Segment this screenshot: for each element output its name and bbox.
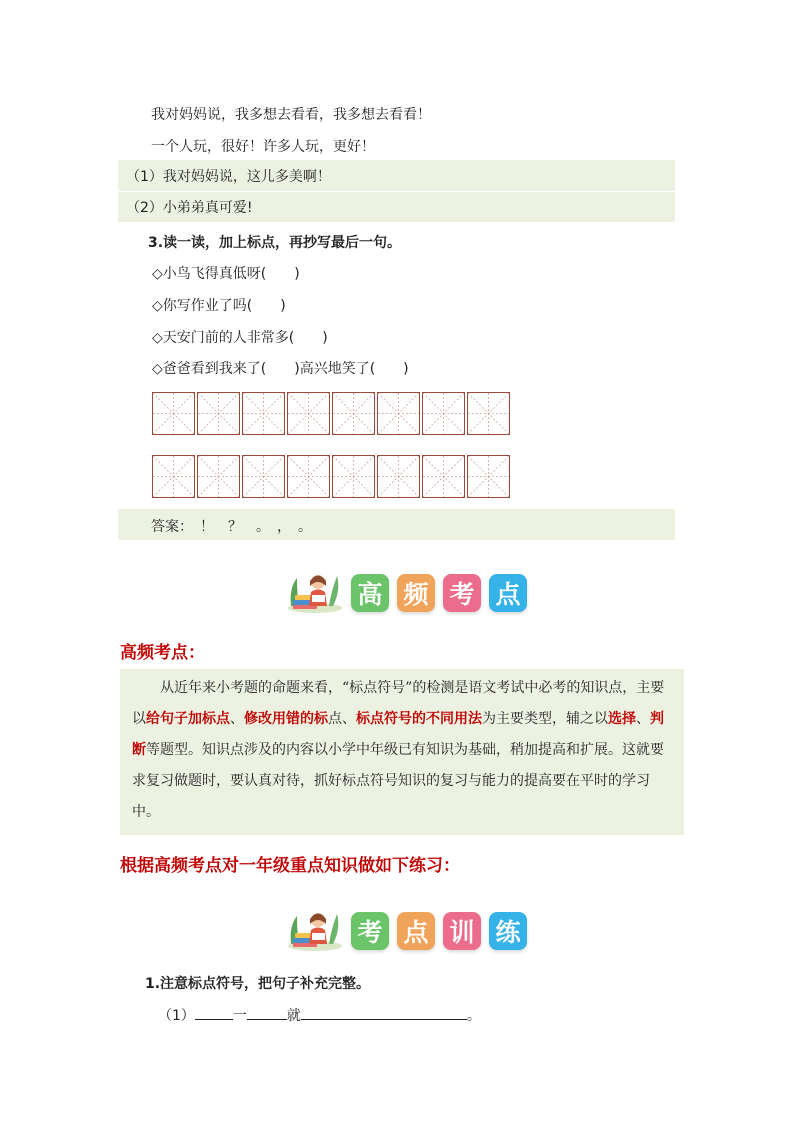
answer-row-2: （2）小弟弟真可爱! — [126, 200, 253, 216]
hf-heading: 高频考点： — [120, 643, 205, 663]
writing-grid-cell[interactable] — [332, 455, 375, 498]
q1-item-1 — [158, 1005, 481, 1025]
banner-tile: 点 — [489, 574, 527, 612]
writing-grid-cell[interactable] — [287, 392, 330, 435]
row-divider — [118, 191, 675, 192]
hf-highlight-5: 判断 — [132, 711, 664, 758]
banner-tile: 考 — [443, 574, 481, 612]
answer-block-2 — [118, 509, 675, 540]
fill-blank-2[interactable] — [247, 1005, 287, 1020]
writing-grid-cell[interactable] — [422, 455, 465, 498]
banner-tile: 练 — [489, 912, 527, 950]
hf-text-1: 从近年来小考题的命题来看，“标点符号”的检测是语文考试中必考的知识点，主要以 — [132, 680, 665, 727]
q1-end-mark: 。 — [466, 1008, 481, 1024]
hf-text-5: 、 — [636, 711, 650, 727]
sentence-1: 我对妈妈说，我多想去看看，我多想去看看！ — [151, 107, 431, 123]
question-1-title: 1.注意标点符号，把句子补充完整。 — [145, 976, 371, 992]
writing-grid-cell[interactable] — [377, 455, 420, 498]
hf-highlight-3: 标点符号的不同用法 — [356, 711, 482, 727]
banner-tile: 考 — [351, 912, 389, 950]
q3-item-3: ◇天安门前的人非常多( ) — [152, 330, 328, 346]
hf-highlight-1: 给句子加标点 — [146, 711, 230, 727]
banner-tiles — [351, 912, 527, 950]
q3-item-1: ◇小鸟飞得真低呀( ) — [152, 266, 300, 282]
writing-grid-cell[interactable] — [197, 455, 240, 498]
banner-practice — [285, 906, 527, 956]
banner-tile: 高 — [351, 574, 389, 612]
fill-blank-3[interactable] — [301, 1005, 467, 1020]
practice-heading: 根据高频考点对一年级重点知识做如下练习： — [120, 856, 460, 876]
hf-highlight-4: 选择 — [608, 711, 636, 727]
writing-grid-cell[interactable] — [467, 392, 510, 435]
hf-paragraph — [132, 673, 672, 828]
writing-grid-cell[interactable] — [332, 392, 375, 435]
girl-reading-books-icon — [285, 906, 343, 956]
banner-high-frequency — [285, 568, 527, 618]
q1-item-prefix: （1） — [158, 1008, 195, 1024]
writing-grid-cell[interactable] — [422, 392, 465, 435]
writing-grid-cell[interactable] — [242, 392, 285, 435]
writing-grid-cell[interactable] — [197, 392, 240, 435]
writing-grid-row-2[interactable] — [152, 455, 510, 498]
girl-reading-books-icon — [285, 568, 343, 618]
hf-text-3: 点、 — [328, 711, 356, 727]
q1-connector-1: 一 — [232, 1008, 247, 1024]
writing-grid-row-1[interactable] — [152, 392, 510, 435]
q1-connector-2: 就 — [286, 1008, 301, 1024]
banner-tile: 点 — [397, 912, 435, 950]
writing-grid-cell[interactable] — [467, 455, 510, 498]
writing-grid-cell[interactable] — [242, 455, 285, 498]
sentence-2: 一个人玩，很好！许多人玩，更好！ — [151, 139, 375, 155]
banner-tiles — [351, 574, 527, 612]
hf-text-6: 等题型。知识点涉及的内容以小学中年级已有知识为基础，稍加提高和扩展。这就要求复习做题时，要认真对待，抓好标点符号知识的复习与能力的提高要在平时的学习中。 — [132, 742, 664, 820]
hf-text-2: 、 — [230, 711, 244, 727]
q3-item-2: ◇你写作业了吗( ) — [152, 298, 286, 314]
writing-grid-cell[interactable] — [287, 455, 330, 498]
question-3-title: 3.读一读，加上标点，再抄写最后一句。 — [148, 235, 402, 251]
hf-paragraph-box — [120, 669, 684, 835]
hf-text-4: 为主要类型，辅之以 — [482, 711, 608, 727]
q3-answer: 答案： ！ ？ 。 ， 。 — [151, 519, 312, 535]
banner-tile: 频 — [397, 574, 435, 612]
q3-item-4: ◇爸爸看到我来了( )高兴地笑了( ) — [152, 361, 409, 377]
hf-highlight-2: 修改用错的标 — [244, 711, 328, 727]
writing-grid-cell[interactable] — [152, 392, 195, 435]
answer-row-1: （1）我对妈妈说，这儿多美啊！ — [126, 169, 331, 185]
banner-tile: 训 — [443, 912, 481, 950]
writing-grid-cell[interactable] — [152, 455, 195, 498]
fill-blank-1[interactable] — [195, 1005, 233, 1020]
writing-grid-cell[interactable] — [377, 392, 420, 435]
answer-block-1 — [118, 160, 675, 222]
